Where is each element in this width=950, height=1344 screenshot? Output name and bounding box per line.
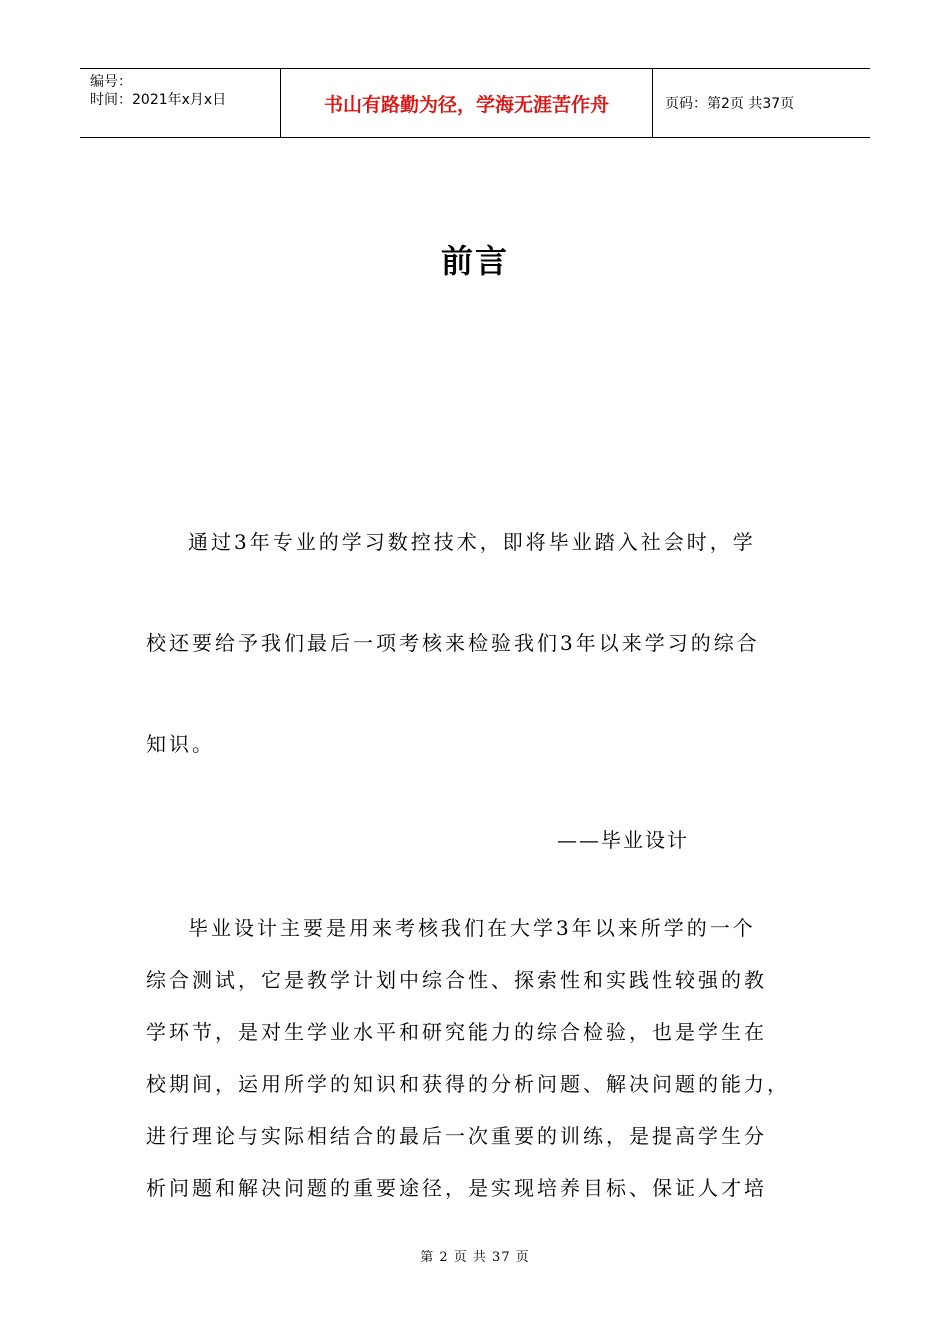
body-line-2: 综合测试，它是教学计划中综合性、探索性和实践性较强的教 bbox=[146, 968, 767, 992]
header-number-label: 编号： bbox=[90, 74, 132, 90]
intro-line-1: 通过3年专业的学习数控技术，即将毕业踏入社会时，学 bbox=[188, 530, 756, 554]
header-page-info: 页码：第2页 共37页 bbox=[665, 96, 795, 112]
header-date-label: 时间：2021年x月x日 bbox=[90, 92, 227, 108]
document-header bbox=[80, 68, 870, 138]
intro-signature: ——毕业设计 bbox=[557, 828, 689, 852]
intro-line-3: 知识。 bbox=[146, 732, 215, 756]
header-meta-cell bbox=[80, 69, 281, 137]
header-motto: 书山有路勤为径，学海无涯苦作舟 bbox=[281, 69, 653, 137]
body-line-4: 校期间，运用所学的知识和获得的分析问题、解决问题的能力， bbox=[146, 1072, 790, 1096]
body-line-5: 进行理论与实际相结合的最后一次重要的训练，是提高学生分 bbox=[146, 1124, 767, 1148]
body-line-6: 析问题和解决问题的重要途径，是实现培养目标、保证人才培 bbox=[146, 1176, 767, 1200]
intro-line-2: 校还要给予我们最后一项考核来检验我们3年以来学习的综合 bbox=[146, 631, 760, 655]
page-title: 前言 bbox=[440, 242, 509, 280]
page-footer: 第 2 页 共 37 页 bbox=[420, 1250, 530, 1265]
body-line-3: 学环节，是对生学业水平和研究能力的综合检验，也是学生在 bbox=[146, 1020, 767, 1044]
body-line-1: 毕业设计主要是用来考核我们在大学3年以来所学的一个 bbox=[188, 916, 756, 940]
